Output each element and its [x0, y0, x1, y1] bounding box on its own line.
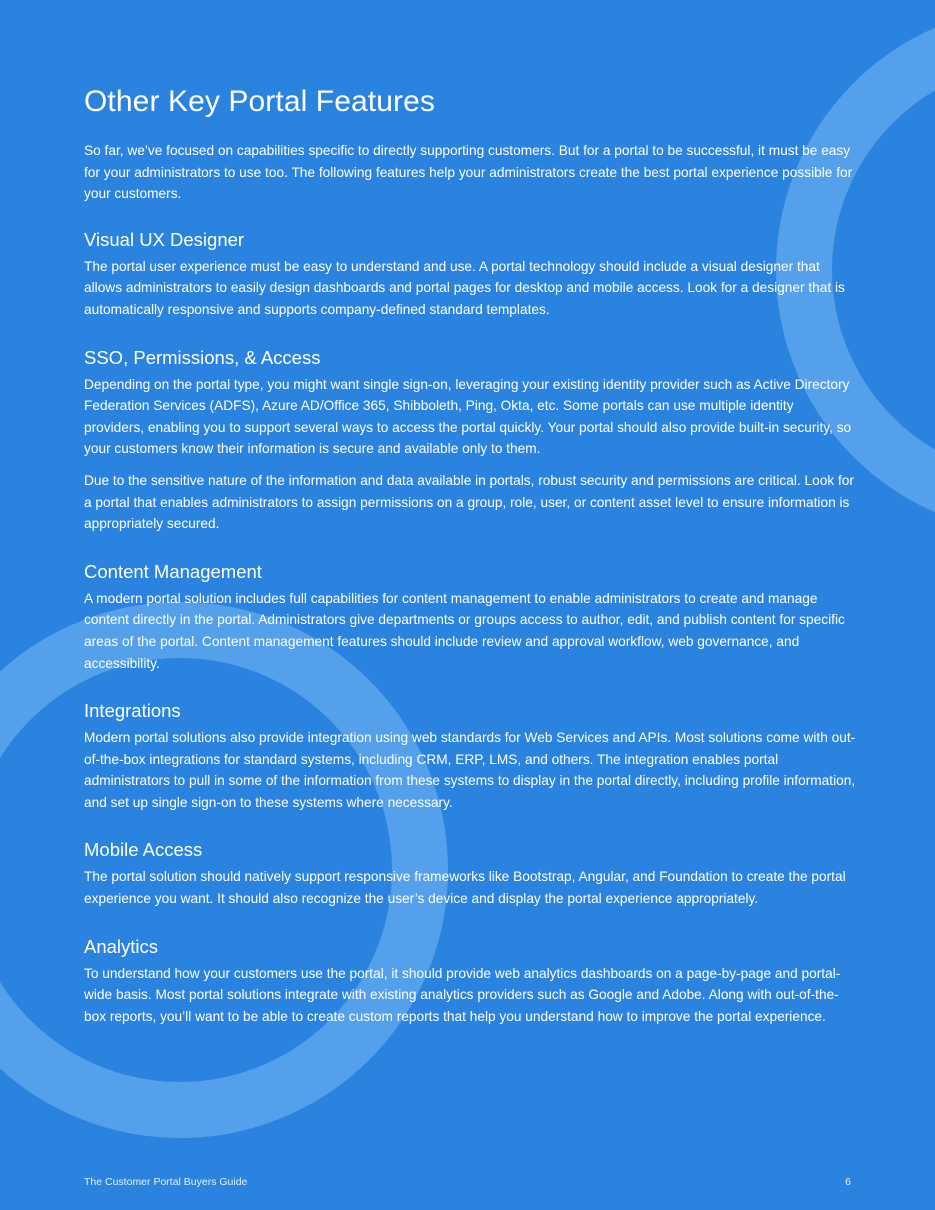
section-paragraph: Depending on the portal type, you might want single sign-on, leveraging your existing identity provider such as Active Directory Federation Services (ADFS), Azure AD/Office 365, Shibboleth, Ping, Okta, etc. Some portals can use multiple identity providers, enabling you to support several ways to access the portal quickly. Your portal should also provide built-in security, so your customers know their information is secure and available only to them.	[84, 376, 852, 457]
section-integrations	[84, 698, 856, 813]
footer-page-number: 6	[845, 1176, 851, 1188]
section-sso-permissions-access	[84, 345, 856, 535]
section-heading: Mobile Access	[84, 839, 203, 861]
section-paragraph: The portal solution should natively support responsive frameworks like Bootstrap, Angular, and Foundation to create the portal experience you want. It should also recognize the user’s device and display the portal experience appropriately.	[84, 869, 846, 907]
footer-document-title: The Customer Portal Buyers Guide	[84, 1176, 248, 1188]
section-heading: Content Management	[84, 560, 262, 582]
main-content	[84, 82, 856, 1051]
section-content-management	[84, 559, 856, 674]
section-paragraph: Modern portal solutions also provide integration using web standards for Web Services and APIs. Most solutions come with out-of-the-box integrations for standard systems, including CRM, ERP, LMS, and others. The integration enables portal administrators to pull in some of the information from these systems to display in the portal directly, including profile information, and set up single sign-on to these systems where necessary.	[84, 730, 856, 810]
page-title: Other Key Portal Features	[84, 85, 435, 118]
page-footer	[84, 1175, 851, 1189]
section-visual-ux-designer	[84, 227, 856, 321]
section-paragraph: The portal user experience must be easy to understand and use. A portal technology should include a visual designer that allows administrators to easily design dashboards and portal pages for desktop and mobile access. Look for a designer that is automatically responsive and supports company-defined standard templates.	[84, 258, 845, 317]
section-heading: Visual UX Designer	[84, 228, 245, 250]
section-heading: Integrations	[84, 700, 181, 722]
section-paragraph: A modern portal solution includes full capabilities for content management to enable administrators to create and manage content directly in the portal. Administrators give departments or groups access to author, edit, and publish content for specific areas of the portal. Content management features should include review and approval workflow, web governance, and accessibility.	[84, 590, 845, 671]
intro-paragraph: So far, we’ve focused on capabilities specific to directly supporting customers. But for a portal to be successful, it must be easy for your administrators to use too. The following features help your administrators create the best portal experience possible for your customers.	[84, 143, 853, 202]
section-paragraph: Due to the sensitive nature of the information and data available in portals, robust security and permissions are critical. Look for a portal that enables administrators to assign permissions on a group, role, user, or content asset level to ensure information is appropriately secured.	[84, 472, 854, 532]
section-mobile-access	[84, 837, 856, 909]
section-analytics	[84, 934, 856, 1028]
section-paragraph: To understand how your customers use the portal, it should provide web analytics dashboards on a page-by-page and portal-wide basis. Most portal solutions integrate with existing analytics providers such as Google and Adobe. Along with out-of-the-box reports, you’ll want to be able to create custom reports that help you understand how to improve the portal experience.	[84, 965, 841, 1024]
section-heading: SSO, Permissions, & Access	[84, 346, 321, 368]
section-heading: Analytics	[84, 935, 159, 957]
